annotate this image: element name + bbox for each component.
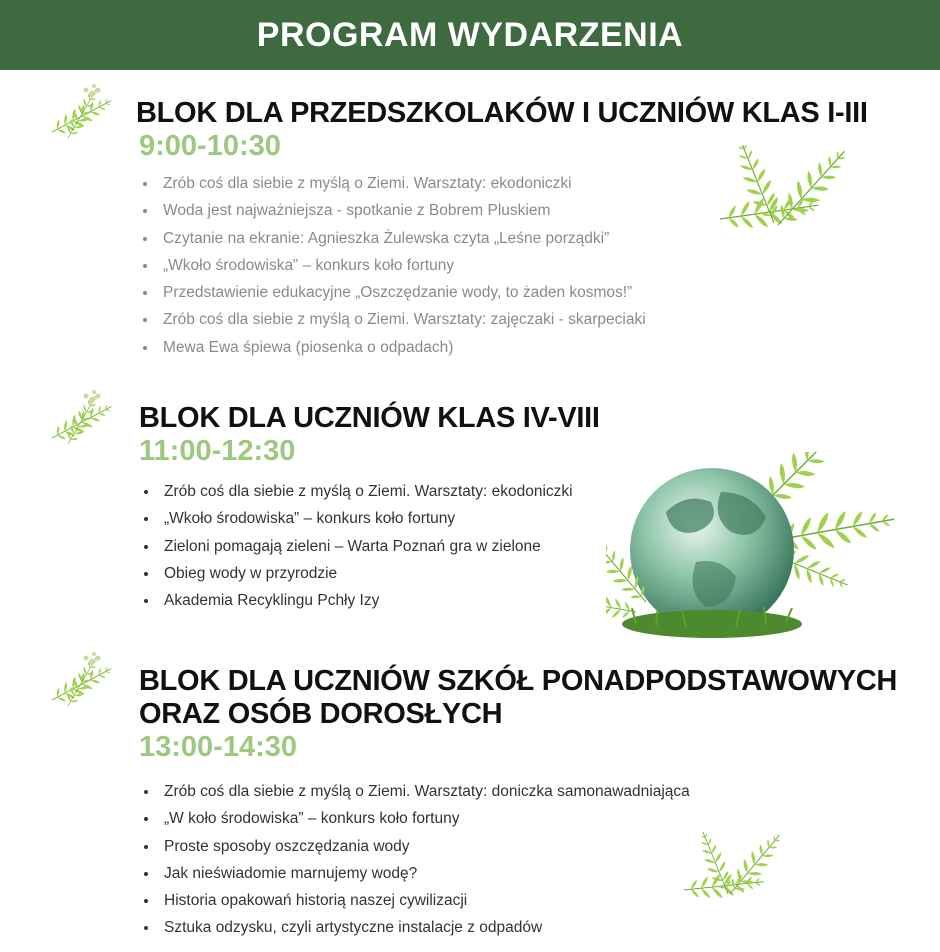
list-item: Sztuka odzysku, czyli artystyczne instalacje z odpadów [164,914,690,941]
list-item: „W koło środowiska” – konkurs koło fortuny [164,805,690,832]
fern-icon [48,80,122,148]
list-item: Zrób coś dla siebie z myślą o Ziemi. Warsztaty: ekodoniczki [164,478,573,505]
list-item: Zrób coś dla siebie z myślą o Ziemi. Warsztaty: zajęczaki - skarpeciaki [163,306,646,333]
page-header [0,0,940,70]
block-title: BLOK DLA PRZEDSZKOLAKÓW I UCZNIÓW KLAS I-III [136,97,868,129]
block-time: 13:00-14:30 [139,731,297,763]
list-item: Zieloni pomagają zieleni – Warta Poznań gra w zielone [164,533,573,560]
fern-icon [48,648,122,716]
list-item: Historia opakowań historią naszej cywilizacji [164,887,690,914]
block-title: BLOK DLA UCZNIÓW SZKÓŁ PONADPODSTAWOWYCH ORAZ OSÓB DOROSŁYCH [139,665,898,730]
globe-icon [606,452,906,642]
page-title: PROGRAM WYDARZENIA [256,15,684,54]
list-item: Akademia Recyklingu Pchły Izy [164,587,573,614]
list-item: Proste sposoby oszczędzania wody [164,833,690,860]
list-item: Obieg wody w przyrodzie [164,560,573,587]
list-item: Przedstawienie edukacyjne „Oszczędzanie wody, to żaden kosmos!” [163,279,646,306]
block-time: 11:00-12:30 [139,435,296,467]
list-item: Czytanie na ekranie: Agnieszka Żulewska czyta „Leśne porządki” [163,225,646,252]
list-item: Jak nieświadomie marnujemy wodę? [164,860,690,887]
fern-icon [718,145,878,260]
block-time: 9:00-10:30 [139,130,281,162]
fern-icon [48,386,122,454]
list-item: „Wkoło środowiska” – konkurs koło fortuny [164,505,573,532]
list-item: Zrób coś dla siebie z myślą o Ziemi. Warsztaty: ekodoniczki [163,170,646,197]
activity-list [164,778,690,942]
list-item: Mewa Ewa śpiewa (piosenka o odpadach) [163,334,646,361]
block-title: BLOK DLA UCZNIÓW KLAS IV-VIII [139,402,600,434]
activity-list [163,170,646,361]
activity-list [164,478,573,614]
list-item: „Wkoło środowiska” – konkurs koło fortuny [163,252,646,279]
fern-icon [682,832,807,922]
list-item: Woda jest najważniejsza - spotkanie z Bobrem Pluskiem [163,197,646,224]
list-item: Zrób coś dla siebie z myślą o Ziemi. Warsztaty: doniczka samonawadniająca [164,778,690,805]
